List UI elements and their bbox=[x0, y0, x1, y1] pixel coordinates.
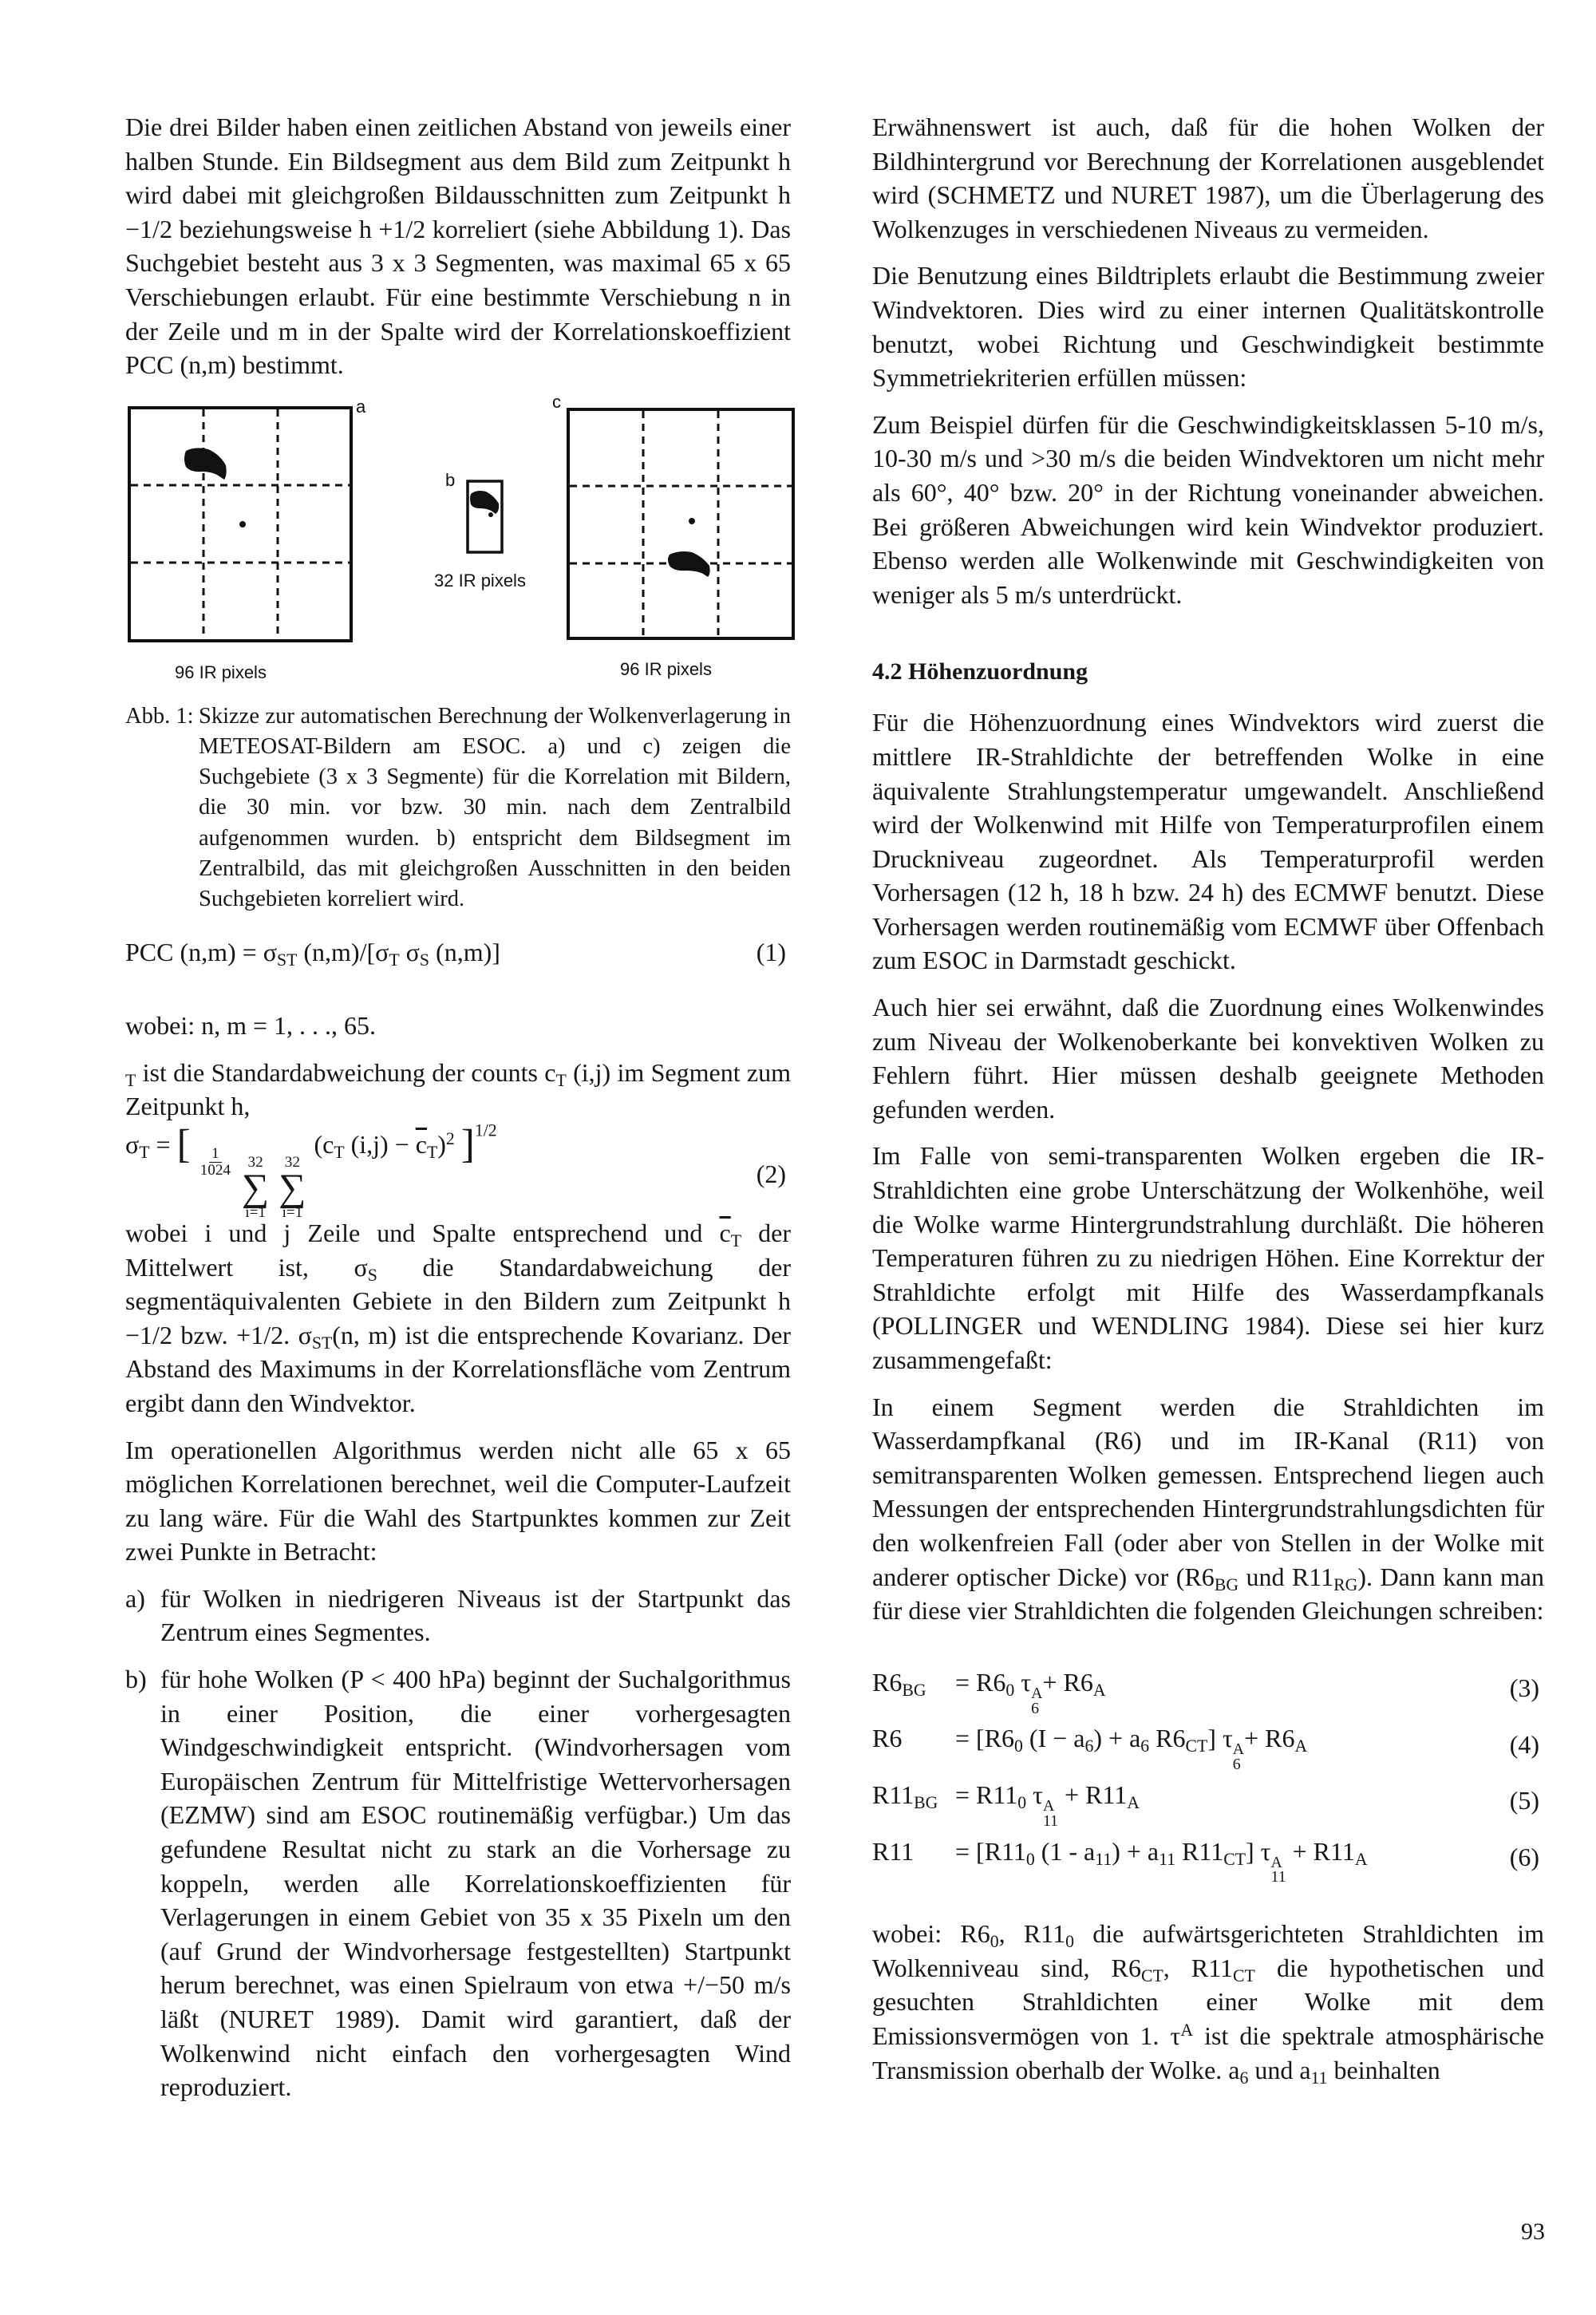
text-run: = R6 bbox=[955, 1667, 1006, 1697]
numerator: 1 bbox=[209, 1146, 222, 1163]
list-text: für Wolken in niedrigeren Niveaus ist der Startpunkt das Zentrum eines Segmentes. bbox=[160, 1583, 791, 1647]
summand bbox=[314, 1128, 455, 1162]
page-number: 93 bbox=[1521, 2218, 1545, 2245]
subscript: BG bbox=[902, 1680, 926, 1700]
text-run: ). Dann kann man für diese vier Strahldichten die folgenden Gleichungen schreiben: bbox=[872, 1562, 1545, 1626]
list-marker: b) bbox=[125, 1665, 147, 1694]
sum-1 bbox=[242, 1155, 269, 1220]
figure-1 bbox=[119, 395, 791, 695]
paragraph bbox=[125, 1056, 791, 1124]
equation-rhs bbox=[955, 1836, 1368, 1886]
exponent: 1/2 bbox=[474, 1120, 497, 1140]
paragraph: Im operationellen Algorithmus werden nicht alle 65 x 65 möglichen Korrelationen berechnet, weil die Computer-Laufzeit zu lang wäre. Für die Wahl des Startpunktes kommen zur Zeit zwei Punkte in Betracht: bbox=[125, 1435, 791, 1566]
text-run: (n, m) ist die entsprechende Kovarianz. Der Abstand des Maximums in der Korrelationsfläche vom Zentrum ergibt dann den Windvektor. bbox=[125, 1320, 792, 1417]
superscript: A bbox=[1180, 2021, 1194, 2040]
text-run: R11 bbox=[1175, 1836, 1224, 1866]
text-run: (c bbox=[314, 1129, 334, 1159]
subscript: 11 bbox=[1310, 2068, 1328, 2088]
subscript: S bbox=[367, 1265, 377, 1285]
label-c: c bbox=[552, 394, 561, 412]
text-run: τ bbox=[1026, 1780, 1043, 1809]
text-run: wobei i und j Zeile und Spalte entsprechend und bbox=[125, 1218, 720, 1247]
equation-group bbox=[872, 1660, 1544, 1885]
text-run: (i,j) im Segment zum Zeitpunkt h, bbox=[125, 1057, 792, 1121]
subscript: 0 bbox=[1065, 1932, 1074, 1952]
text-run: ) bbox=[437, 1129, 446, 1159]
fraction bbox=[200, 1146, 231, 1179]
subscript: T bbox=[426, 1142, 438, 1162]
paragraph: Zum Beispiel dürfen für die Geschwindigkeitsklassen 5-10 m/s, 10-30 m/s und >30 m/s die beiden Windvektoren um nicht mehr als 60°, 40° bzw. 20° in der Richtung voneinander abweichen. Bei größeren Abweichungen wird kein Windvektor produziert. Ebenso werden alle Wolkenwinde mit Geschwindigkeiten von weniger als 5 m/s unterdrückt. bbox=[872, 409, 1544, 609]
equation-2 bbox=[125, 1120, 791, 1221]
subscript: 11 bbox=[1095, 1849, 1112, 1869]
subscript: 11 bbox=[1042, 1811, 1059, 1830]
subscript: 6 bbox=[1031, 1699, 1040, 1717]
size-label-b: 32 IR pixels bbox=[434, 570, 526, 591]
search-area-c bbox=[568, 409, 793, 638]
subscript: T bbox=[389, 950, 400, 970]
bracket-close: ] bbox=[460, 1120, 475, 1167]
upper-limit: 32 bbox=[247, 1154, 263, 1171]
subscript: T bbox=[730, 1231, 742, 1251]
text-run: (i,j) − bbox=[344, 1129, 416, 1159]
subscript: A bbox=[1294, 1736, 1308, 1756]
superscript: 2 bbox=[445, 1128, 455, 1148]
subscript: T bbox=[334, 1142, 345, 1162]
subscript: 11 bbox=[1270, 1868, 1286, 1886]
superscript: A bbox=[1232, 1740, 1245, 1759]
paragraph: Im Falle von semi-transparenten Wolken ergeben die IR-Strahldichten eine grobe Unterschätzung der Wolkenhöhe, weil die Wolke warme Hintergrundstrahlung durchläßt. Die höheren Temperaturen führen zu zu niedrigen Höhen. Eine Korrektur der Strahldichte erfolgt mit Hilfe des Wasserdampfkanals (POLLINGER und WENDLING 1984). Diese sei hier kurz zusammengefaßt: bbox=[872, 1141, 1544, 1374]
list-item bbox=[125, 1582, 791, 1649]
equation-lhs bbox=[872, 1772, 955, 1817]
subscript: ST bbox=[276, 950, 298, 970]
overlined-symbol: $\overline{c}$ bbox=[719, 1218, 731, 1247]
text-run: , R11 bbox=[1163, 1953, 1234, 1982]
text-run: ] τ bbox=[1207, 1724, 1233, 1753]
sub-superscript bbox=[1233, 1742, 1244, 1772]
paragraph: wobei: n, m = 1, . . ., 65. bbox=[125, 1011, 377, 1041]
figure-diagram bbox=[119, 395, 805, 695]
equation-lhs bbox=[872, 1660, 955, 1705]
text-run: ] τ bbox=[1246, 1836, 1271, 1866]
grid-c bbox=[570, 411, 792, 637]
sum-2 bbox=[279, 1155, 306, 1220]
equation-6 bbox=[872, 1829, 1544, 1886]
text-run: + R6 bbox=[1042, 1667, 1093, 1697]
cloud-a bbox=[184, 448, 227, 480]
subscript: 6 bbox=[1140, 1736, 1150, 1756]
list-text: für hohe Wolken (P < 400 hPa) beginnt der Suchalgorithmus in einer Position, die einer vorhergesagten Windgeschwindigkeit entspricht. (Windvorhersagen vom Europäischen Zentrum für Mittelfristige Wettervorhersagen (EZMW) sind am ESOC routinemäßig verfügbar.) Um das gefundene Resultat nicht zu stark an die Vorhersage zu koppeln, werden alle Korrelationskoeffizienten für Verlagerungen in einem Gebiet von 35 x 35 Pixeln um den (auf Grund der Windvorhersage festgestellten) Startpunkt herum berechnet, was einen Spielraum von etwa +/−50 m/s läßt (NURET 1989). Damit wird garantiert, daß der Wolkenwind nicht einfach den vorhergesagten Wind reproduziert. bbox=[160, 1665, 791, 2102]
cloud-b bbox=[470, 491, 499, 514]
center-dot-b bbox=[488, 512, 493, 517]
superscript: A bbox=[1031, 1684, 1043, 1702]
paragraph: Erwähnenswert ist auch, daß für die hohen Wolken der Bildhintergrund vor Berechnung der Korrelationen ausgeblendet wird (SCHMETZ und NURET 1987), um die Überlagerung des Wolkenzuges in verschiedenen Niveaus zu vermeiden. bbox=[872, 113, 1544, 243]
subscript: A bbox=[1092, 1680, 1106, 1700]
subscript: 0 bbox=[990, 1932, 999, 1952]
right-column bbox=[872, 110, 1544, 2100]
text-run: R6 bbox=[872, 1667, 903, 1697]
subscript: 6 bbox=[1239, 2068, 1249, 2088]
text-run: , R11 bbox=[998, 1919, 1066, 1949]
subscript: CT bbox=[1185, 1736, 1208, 1756]
subscript: RG bbox=[1333, 1574, 1358, 1594]
equation-number: (5) bbox=[1509, 1786, 1539, 1815]
subscript: CT bbox=[1233, 1965, 1255, 1985]
equation-lhs bbox=[872, 1829, 955, 1874]
text-run: + R11 bbox=[1058, 1780, 1128, 1809]
text-run: ) + a bbox=[1112, 1836, 1159, 1866]
bracket-open: [ bbox=[176, 1120, 191, 1167]
text-run: die Standardabweichung der segmentäquivalenten Gebiete in den Bildern zum Zeitpunkt h −1/2 bzw. +1/2. σ bbox=[125, 1252, 792, 1349]
caption-label: Abb. 1: bbox=[125, 703, 194, 729]
text-run: (n,m)/[σ bbox=[297, 938, 389, 967]
subscript: BG bbox=[1214, 1574, 1239, 1594]
text-run: = [R11 bbox=[955, 1836, 1026, 1866]
subscript: S bbox=[419, 950, 430, 970]
subscript: BG bbox=[914, 1793, 938, 1813]
text-run: und R11 bbox=[1238, 1562, 1334, 1591]
equation-rhs bbox=[955, 1724, 1308, 1774]
text-run: wobei: R6 bbox=[872, 1919, 990, 1949]
text-run: ist die spektrale atmosphärische Transmission oberhalb der Wolke. a bbox=[872, 2021, 1545, 2084]
paragraph: Die Benutzung eines Bildtriplets erlaubt die Bestimmung zweier Windvektoren. Dies wird zu einer internen Qualitätskontrolle benutzt, wobei Richtung und Geschwindigkeit bestimmte Symmetriekriterien erfüllen müssen: bbox=[872, 261, 1544, 393]
cloud-c bbox=[668, 551, 710, 577]
equation-number: (1) bbox=[756, 938, 786, 967]
size-label-c: 96 IR pixels bbox=[620, 658, 712, 679]
paragraph: Für die Höhenzuordnung eines Windvektors wird zuerst die mittlere IR-Strahldichte der betreffenden Wolke in eine äquivalente Strahlungstemperatur umgewandelt. Anschließend wird der Wolkenwind mit Hilfe von Temperaturprofilen einem Druckniveau zugeordnet. Als Temperaturprofil werden Vorhersagen (12 h, 18 h bzw. 24 h) des ECMWF benutzt. Diese Vorhersagen werden routinemäßig vom ECMWF über Offenbach zum ESOC in Darmstadt geschickt. bbox=[872, 708, 1544, 975]
subscript: 6 bbox=[1232, 1756, 1241, 1774]
equation-rhs bbox=[955, 1667, 1106, 1717]
equation-number: (2) bbox=[756, 1159, 786, 1188]
subscript: CT bbox=[1223, 1849, 1246, 1869]
text-run: R6 bbox=[872, 1724, 903, 1753]
text-run: = R11 bbox=[955, 1780, 1018, 1809]
sigma-symbol: σ bbox=[125, 1129, 140, 1159]
text-run: = [R6 bbox=[955, 1724, 1015, 1753]
paragraph: Auch hier sei erwähnt, daß die Zuordnung eines Wolkenwindes zum Niveau der Wolkenoberkante bei konvektiven Wolken zu Fehlern führt. Hier müssen deshalb geeignete Methoden gefunden werden. bbox=[872, 993, 1544, 1124]
sub-superscript bbox=[1031, 1686, 1042, 1716]
figure-caption bbox=[125, 701, 791, 915]
text-run: ist die Standardabweichung der counts c bbox=[136, 1057, 556, 1087]
center-dot-a bbox=[239, 521, 246, 527]
subscript: ST bbox=[311, 1333, 333, 1353]
upper-limit: 32 bbox=[284, 1154, 300, 1171]
label-b: b bbox=[445, 469, 456, 490]
list-marker: a) bbox=[125, 1583, 145, 1613]
subscript: T bbox=[555, 1070, 567, 1090]
subscript: 0 bbox=[1014, 1736, 1023, 1756]
equation-number: (3) bbox=[1509, 1673, 1539, 1703]
equation-number: (6) bbox=[1509, 1842, 1539, 1871]
subscript: 11 bbox=[1159, 1849, 1176, 1869]
text-run: R6 bbox=[1149, 1724, 1186, 1753]
equation-body bbox=[125, 935, 500, 969]
subscript: 0 bbox=[1005, 1680, 1015, 1700]
text-run: (n,m)] bbox=[429, 938, 500, 967]
text-run: die aufwärtsgerichteten Strahldichten im Wolkenniveau sind, R6 bbox=[872, 1919, 1545, 1982]
equation-body bbox=[125, 1120, 497, 1221]
equation-5 bbox=[872, 1772, 1544, 1829]
equation-4 bbox=[872, 1716, 1544, 1772]
overlined-symbol: $\overline{c}$ bbox=[415, 1129, 427, 1159]
equation-1 bbox=[125, 935, 791, 969]
text-run: PCC (n,m) = σ bbox=[125, 938, 277, 967]
superscript: A bbox=[1042, 1796, 1055, 1815]
paragraph bbox=[125, 1216, 791, 1420]
text-run: σ bbox=[399, 938, 420, 967]
sub-superscript bbox=[1271, 1855, 1286, 1886]
section-heading: 4.2 Höhenzuordnung bbox=[872, 658, 1088, 685]
subscript: 0 bbox=[1025, 1849, 1035, 1869]
equation-number: (4) bbox=[1509, 1729, 1539, 1759]
paragraph: Die drei Bilder haben einen zeitlichen Abstand von jeweils einer halben Stunde. Ein Bildsegment aus dem Bild zum Zeitpunkt h wird dabei mit gleichgroßen Bildausschnitten zum Zeitpunkt h −1/2 beziehungsweise h +1/2 korreliert (siehe Abbildung 1). Das Suchgebiet besteht aus 3 x 3 Segmenten, was maximal 65 x 65 Verschiebungen erlaubt. Für eine bestimmte Verschiebung n in der Zeile und m in der Spalte wird der Korrelationskoeffizient PCC (n,m) bestimmt. bbox=[125, 113, 791, 380]
sum-symbol: ∑ bbox=[242, 1166, 270, 1209]
caption-text: Skizze zur automatischen Berechnung der Wolkenverlagerung in METEOSAT-Bildern am ESOC. a) und c) zeigen die Suchgebiete (3 x 3 Segmente) für die Korrelation mit Bildern, die 30 min. vor bzw. 30 min. nach dem Zentralbild aufgenommen wurden. b) entspricht dem Bildsegment im Zentralbild, das mit gleichgroßen Ausschnitten in den beiden Suchgebieten korreliert wird. bbox=[199, 703, 791, 911]
text-run: R11 bbox=[872, 1836, 915, 1866]
equation-lhs bbox=[872, 1716, 955, 1760]
list-item bbox=[125, 1662, 791, 2104]
paragraph bbox=[872, 1917, 1544, 2087]
subscript: 0 bbox=[1017, 1793, 1027, 1813]
equation-rhs bbox=[955, 1780, 1140, 1830]
text-run: und a bbox=[1248, 2055, 1311, 2084]
text-run: der Mittelwert ist, σ bbox=[125, 1218, 792, 1282]
subscript: T bbox=[125, 1070, 136, 1090]
text-run: + R6 bbox=[1244, 1724, 1295, 1753]
superscript: A bbox=[1270, 1853, 1282, 1871]
label-a: a bbox=[356, 396, 366, 417]
text-run: τ bbox=[1014, 1667, 1032, 1697]
sum-symbol: ∑ bbox=[279, 1166, 306, 1209]
lower-limit: i=1 bbox=[282, 1203, 303, 1221]
equals: = bbox=[149, 1129, 177, 1159]
left-column bbox=[125, 110, 791, 2117]
subscript: 6 bbox=[1084, 1736, 1094, 1756]
text-run: R11 bbox=[872, 1780, 915, 1809]
text-run: + R11 bbox=[1286, 1836, 1355, 1866]
lower-limit: i=1 bbox=[245, 1203, 266, 1221]
sub-superscript bbox=[1042, 1796, 1059, 1830]
size-label-a: 96 IR pixels bbox=[175, 662, 267, 682]
equation-3 bbox=[872, 1660, 1544, 1716]
text-run: In einem Segment werden die Strahldichten im Wasserdampfkanal (R6) und im IR-Kanal (R11) von semitransparenten Wolken gemessen. Entsprechend liegen auch Messungen der entsprechenden Hintergrundstrahlungsdichten für den wolkenfreien Fall (oder aber von Stellen in der Wolke mit anderer optischer Dicke) vor (R6 bbox=[872, 1392, 1544, 1591]
text-run: beinhalten bbox=[1327, 2055, 1440, 2084]
denominator: 1024 bbox=[200, 1161, 231, 1179]
paragraph bbox=[872, 1390, 1544, 1628]
subscript: CT bbox=[1140, 1965, 1163, 1985]
text-run: die hypothetischen und gesuchten Strahldichten einer Wolke mit dem Emissionsvermögen von 1. τ bbox=[872, 1953, 1545, 2050]
subscript: A bbox=[1354, 1849, 1368, 1869]
text-run: (I − a bbox=[1022, 1724, 1085, 1753]
center-dot-c bbox=[689, 518, 695, 524]
text-run: ) + a bbox=[1093, 1724, 1141, 1753]
subscript: A bbox=[1127, 1793, 1140, 1813]
text-run: (1 - a bbox=[1034, 1836, 1096, 1866]
subscript: T bbox=[139, 1142, 150, 1162]
